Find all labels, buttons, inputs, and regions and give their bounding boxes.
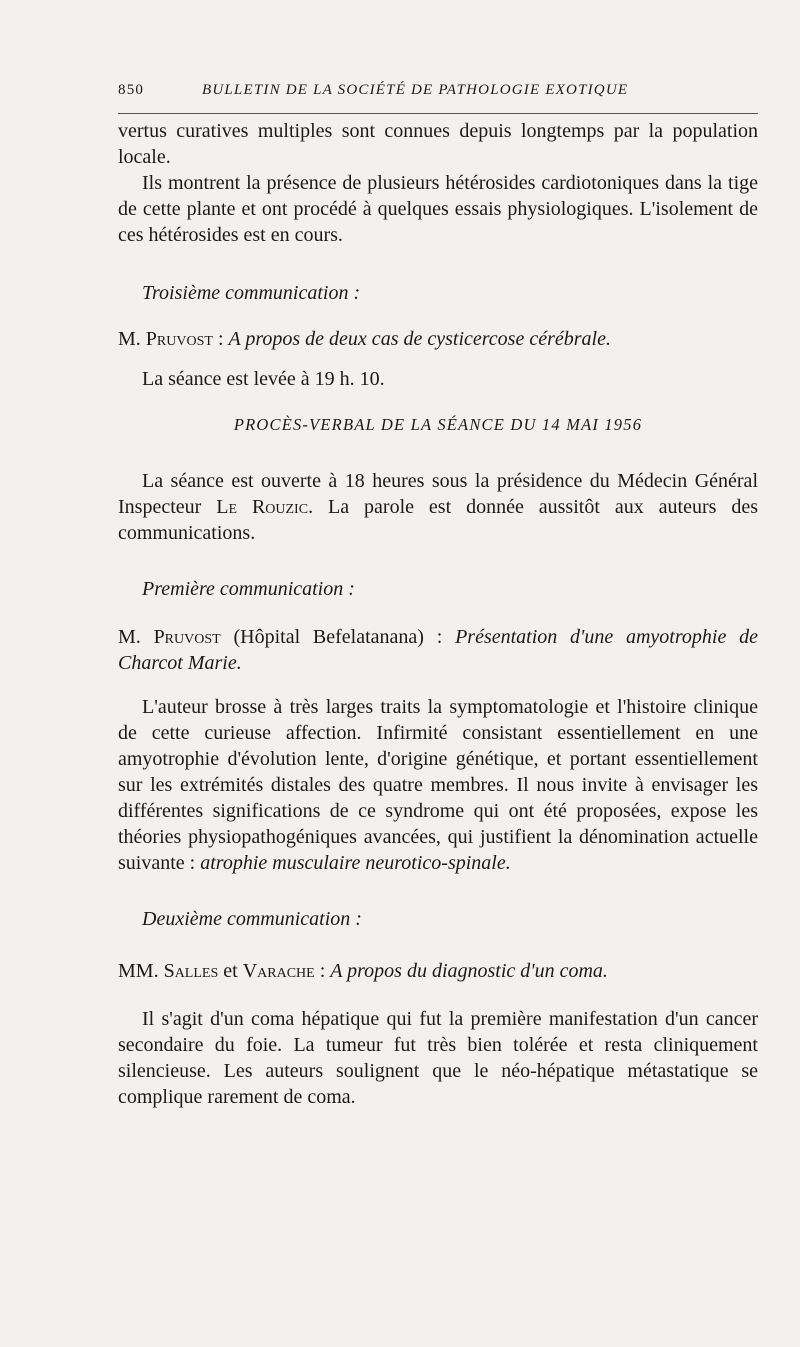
author-name-1: Salles: [163, 960, 219, 982]
affiliation: (Hôpital Befelatanana) :: [220, 626, 456, 648]
header-rule: [118, 113, 758, 114]
conjunction: et: [218, 960, 243, 982]
third-communication-entry: [118, 326, 758, 352]
summary-text: L'auteur brosse à très larges traits la symptomatologie et l'histoire clinique de cette curieuse affection. Infirmité consistant essentiellement en une amyotrophie d'évolution lente, d'origine génétique, et portant essentiellement sur les extrémités distales des quatre membres. Il nous invite à envisager les différentes significations de ce syndrome qui ont été proposées, expose les théories physiopathogéniques avancées, qui justifient la dénomination actuelle suivante :: [118, 696, 758, 874]
body-text: [118, 118, 758, 1110]
author-name: Pruvost: [153, 626, 221, 648]
disease-term: atrophie musculaire neurotico-spinale.: [200, 852, 511, 874]
opening-text: La séance est ouverte à 18 heures sous la présidence du Médecin Général Inspecteur: [118, 470, 758, 518]
session-closing: La séance est levée à 19 h. 10.: [142, 368, 385, 390]
paragraph-continuation: vertus curatives multiples sont connues depuis longtemps par la population locale.: [118, 120, 758, 168]
first-communication-heading: Première communication :: [142, 578, 355, 600]
honorific: M.: [118, 328, 146, 350]
first-communication-summary: [118, 694, 758, 876]
page-number: 850: [118, 82, 145, 98]
communication-title: Présentation d'une amyotrophie de Charcot Marie.: [118, 626, 758, 674]
session-opening: [118, 468, 758, 546]
author-name: Pruvost: [145, 328, 213, 350]
honorific: MM.: [118, 960, 164, 982]
communication-title: A propos du diagnostic d'un coma.: [330, 960, 608, 982]
communication-title: A propos de deux cas de cysticercose cérébrale.: [228, 328, 611, 350]
third-communication-heading: Troisième communication :: [142, 282, 361, 304]
second-communication-entry: [118, 958, 758, 984]
second-communication-heading: Deuxième communication :: [142, 908, 362, 930]
honorific: M.: [118, 626, 154, 648]
second-communication-summary: Il s'agit d'un coma hépatique qui fut la première manifestation d'un cancer secondaire du foie. La tumeur fut très bien tolérée et resta cliniquement silencieuse. Les auteurs soulignent que le néo-hépatique métastatique se complique rarement de coma.: [118, 1008, 758, 1108]
author-name-2: Varache: [242, 960, 315, 982]
separator: :: [314, 960, 331, 982]
first-communication-entry: [118, 624, 758, 676]
separator: :: [212, 328, 229, 350]
paragraph-heterosides: Ils montrent la présence de plusieurs hétérosides cardiotoniques dans la tige de cette plante et ont procédé à quelques essais physiologiques. L'isolement de ces hétérosides est en cours.: [118, 172, 758, 246]
proces-verbal-heading: PROCÈS-VERBAL DE LA SÉANCE DU 14 MAI 1956: [233, 415, 643, 434]
journal-title: BULLETIN DE LA SOCIÉTÉ DE PATHOLOGIE EXOTIQUE: [202, 82, 629, 98]
president-name: Le Rouzic: [216, 496, 309, 518]
opening-text-end: . La parole est donnée aussitôt aux auteurs des communications.: [118, 496, 758, 544]
